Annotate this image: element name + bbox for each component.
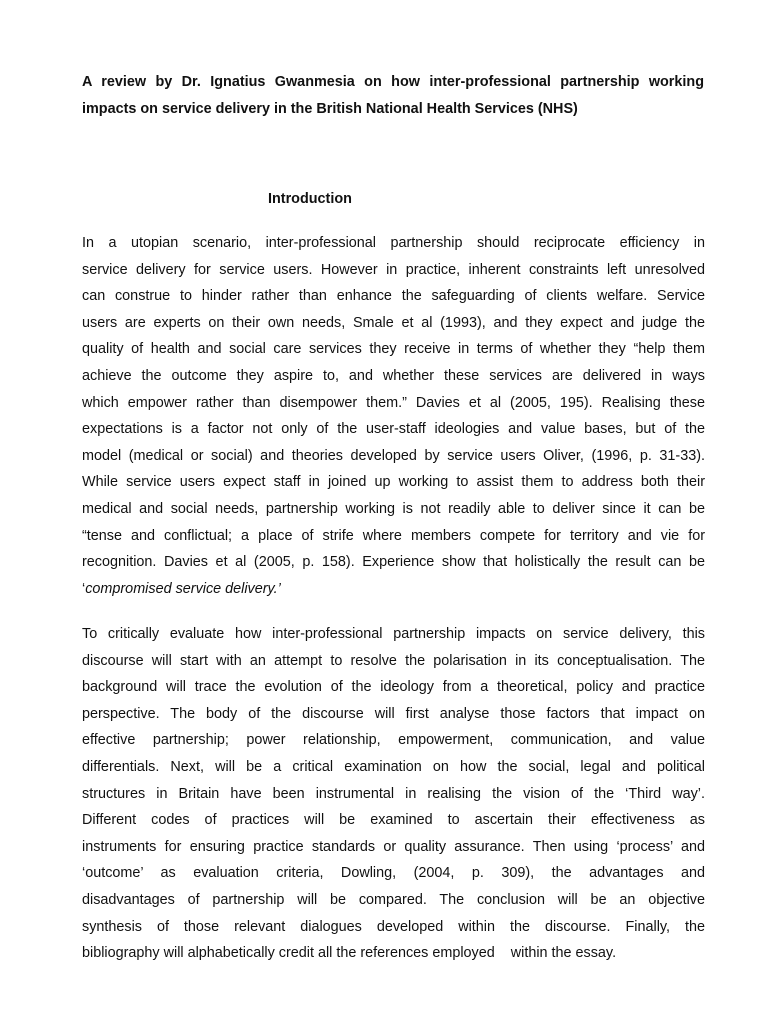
paragraph-line: instruments for ensuring practice standards or quality assurance. Then using ‘process’ and (82, 838, 705, 855)
paragraph-line: background will trace the evolution of the ideology from a theoretical, policy and practice (82, 679, 705, 696)
paragraph-introduction-1 (82, 230, 705, 602)
paragraph-line: can construe to hinder rather than enhance the safeguarding of clients welfare. Service (82, 288, 705, 305)
paragraph-line: achieve the outcome they aspire to, and whether these services are delivered in ways (82, 367, 705, 384)
paragraph-line: effective partnership; power relationship, empowerment, communication, and value (82, 732, 705, 749)
paragraph-line: recognition. Davies et al (2005, p. 158). Experience show that holistically the result can be (82, 554, 705, 571)
paragraph-line: Different codes of practices will be examined to ascertain their effectiveness as (82, 812, 705, 829)
paragraph-line: In a utopian scenario, inter-professional partnership should reciprocate efficiency in (82, 235, 705, 251)
paragraph-line: “tense and conflictual; a place of strife where members compete for territory and vie for (82, 527, 705, 544)
paragraph-line: differentials. Next, will be a critical examination on how the social, legal and political (82, 758, 705, 775)
section-heading: Introduction (268, 191, 352, 207)
document-title: A review by Dr. Ignatius Gwanmesia on how inter-professional partnership working impacts on service delivery in the British National Health Services (NHS) (82, 74, 704, 117)
paragraph-line: synthesis of those relevant dialogues developed within the discourse. Finally, the (82, 918, 705, 935)
opening-quote: ‘ (82, 580, 86, 597)
paragraph-last-line (82, 576, 705, 603)
paragraph-line: service delivery for service users. However in practice, inherent constraints left unresolved (82, 261, 705, 278)
paragraph-introduction-2 (82, 621, 705, 967)
paragraph-line: users are experts on their own needs, Smale et al (1993), and they expect and judge the (82, 314, 705, 331)
italic-phrase: compromised service delivery.’ (85, 580, 281, 597)
paragraph-line: To critically evaluate how inter-professional partnership impacts on service delivery, this (82, 626, 705, 642)
paragraph-line: discourse will start with an attempt to resolve the polarisation in its conceptualisation. The (82, 652, 705, 669)
paragraph-line: quality of health and social care services they receive in terms of whether they “help them (82, 341, 705, 358)
paragraph-line: expectations is a factor not only of the user-staff ideologies and value bases, but of the (82, 421, 705, 438)
paragraph-line: ‘outcome’ as evaluation criteria, Dowling, (2004, p. 309), the advantages and (82, 865, 705, 882)
paragraph-line: model (medical or social) and theories developed by service users Oliver, (1996, p. 31-33). (82, 447, 705, 464)
paragraph-last-line: bibliography will alphabetically credit all the references employed within the essay. (82, 945, 617, 962)
paragraph-line: which empower rather than disempower them.” Davies et al (2005, 195). Realising these (82, 394, 705, 411)
paragraph-line: While service users expect staff in joined up working to assist them to address both their (82, 474, 705, 491)
paragraph-line: perspective. The body of the discourse will first analyse those factors that impact on (82, 705, 705, 722)
paragraph-line: structures in Britain have been instrumental in realising the vision of the ‘Third way’. (82, 785, 705, 802)
paragraph-line: disadvantages of partnership will be compared. The conclusion will be an objective (82, 891, 705, 908)
paragraph-line: medical and social needs, partnership working is not readily able to deliver since it can be (82, 500, 705, 517)
